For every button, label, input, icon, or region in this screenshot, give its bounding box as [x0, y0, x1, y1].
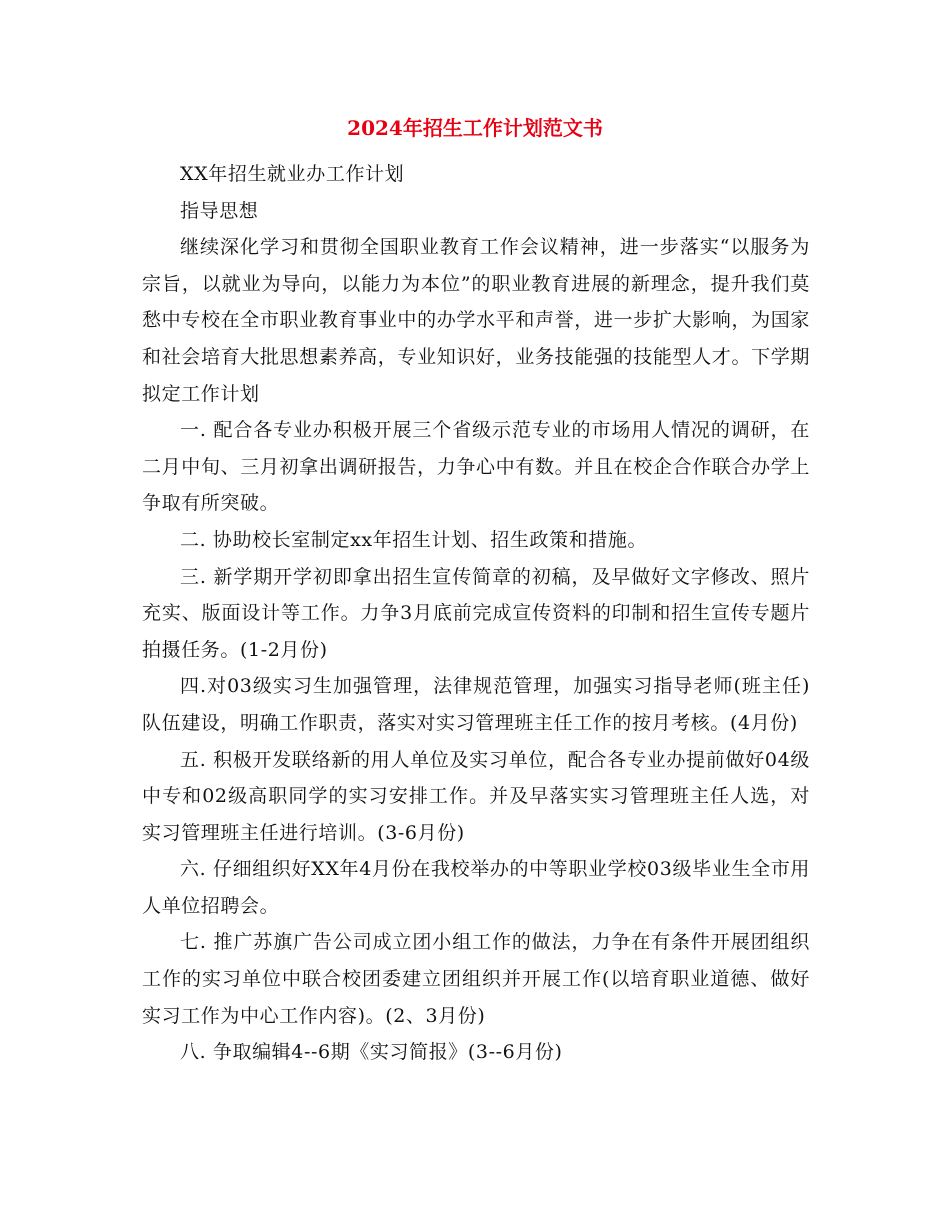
- document-title: 2024年招生工作计划范文书: [347, 116, 603, 140]
- plan-item-3: 三. 新学期开学初即拿出招生宣传简章的初稿，及早做好文字修改、照片充实、版面设计等工作。力争3月底前完成宣传资料的印制和招生宣传专题片拍摄任务。(1-2月份): [142, 565, 810, 661]
- section-heading-guiding-thought: 指导思想: [180, 199, 259, 222]
- plan-item-5: 五. 积极开发联络新的用人单位及实习单位，配合各专业办提前做好04级中专和02级高职同学的实习安排工作。并及早落实实习管理班主任人选，对实习管理班主任进行培训。(3-6月份): [142, 748, 810, 844]
- plan-item-6: 六. 仔细组织好XX年4月份在我校举办的中等职业学校03级毕业生全市用人单位招聘会。: [142, 858, 810, 917]
- paragraph-guiding-thought: 继续深化学习和贯彻全国职业教育工作会议精神，进一步落实“以服务为宗旨，以就业为导向，以能力为本位”的职业教育进展的新理念，提升我们莫愁中专校在全市职业教育事业中的办学水平和声誉，进一步扩大影响，为国家和社会培育大批思想素养高，专业知识好，业务技能强的技能型人才。下学期拟定工作计划: [142, 236, 810, 405]
- plan-item-2: 二. 协助校长室制定xx年招生计划、招生政策和措施。: [180, 528, 648, 551]
- plan-item-8: 八. 争取编辑4--6期《实习简报》(3--6月份): [180, 1041, 563, 1064]
- plan-item-7: 七. 推广苏旗广告公司成立团小组工作的做法，力争在有条件开展团组织工作的实习单位中联合校团委建立团组织并开展工作(以培育职业道德、做好实习工作为中心工作内容)。(2、3月份): [142, 931, 810, 1027]
- document-body: [142, 156, 810, 1071]
- plan-heading: XX年招生就业办工作计划: [180, 163, 405, 185]
- plan-item-4: 四.对03级实习生加强管理，法律规范管理，加强实习指导老师(班主任)队伍建设，明确工作职责，落实对实习管理班主任工作的按月考核。(4月份): [142, 675, 810, 734]
- plan-item-1: 一. 配合各专业办积极开展三个省级示范专业的市场用人情况的调研，在二月中旬、三月初拿出调研报告，力争心中有数。并且在校企合作联合办学上争取有所突破。: [142, 419, 810, 515]
